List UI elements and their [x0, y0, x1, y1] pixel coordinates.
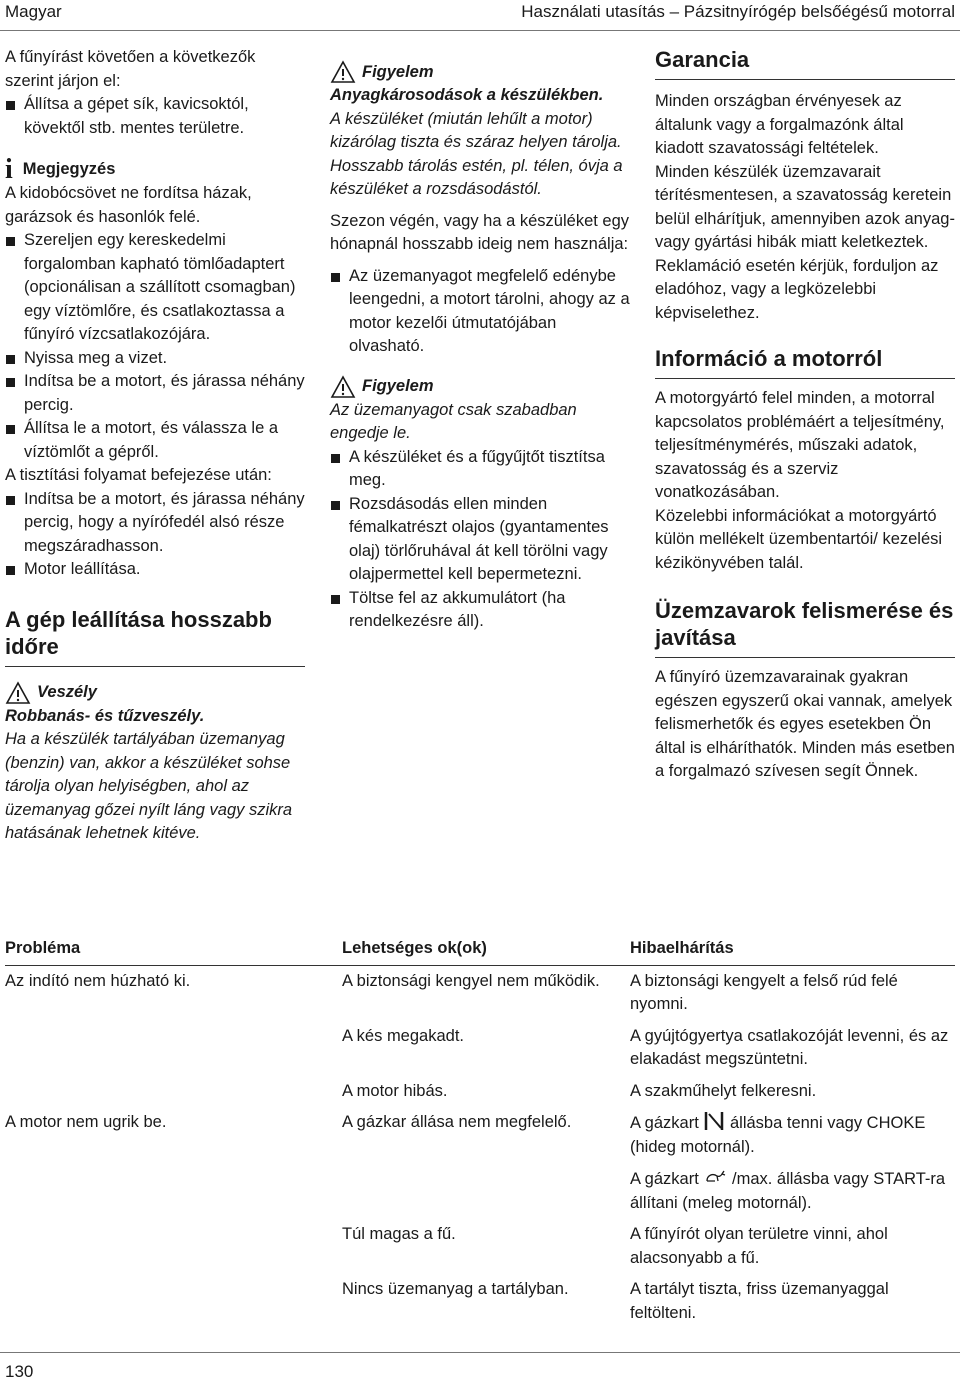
note-title: Megjegyzés: [22, 160, 116, 179]
list-item: Indítsa be a motort, és járassa néhány percig.: [5, 370, 305, 417]
note-heading: [5, 154, 305, 185]
table-cell: A motor hibás.: [342, 1081, 448, 1100]
table-cell: A kés megakadt.: [342, 1026, 464, 1045]
table-cell: Az indító nem húzható ki.: [5, 971, 191, 990]
table-cell: A gyújtógyertya csatlakozóját levenni, és az elakadást megszüntetni.: [630, 1026, 949, 1068]
engine-text: Közelebbi információkat a motorgyártó külön mellékelt üzembentartói/ kezelési kézikönyvében talál.: [655, 506, 943, 572]
season-text: Szezon végén, vagy ha a készüléket egy hónapnál hosszabb ideig nem használja:: [330, 211, 630, 253]
column-header: Probléma: [5, 933, 342, 965]
warning-text: Az üzemanyagot csak szabadban engedje le.: [330, 400, 577, 442]
guarantee-text: Minden készülék üzemzavarait térítésmentesen, a szavatosság keretein belül elhárítjuk, amennyiben azok anyag- vagy gyártási hibák miatt keletkeztek. Reklamáció esetén kérjük, forduljon az eladóhoz, vagy a legközelebbi képviselethez.: [655, 162, 955, 322]
table-cell: A biztonsági kengyelt a felső rúd felé nyomni.: [630, 971, 898, 1013]
table-row: [5, 1076, 955, 1108]
warning-triangle-icon: [330, 60, 356, 84]
table-cell: [630, 1107, 955, 1163]
table-row: [5, 1021, 955, 1076]
list-item: Motor leállítása.: [5, 558, 305, 582]
warning-heading: [330, 60, 630, 84]
warning-triangle-icon: [330, 375, 356, 399]
cell-text: /max. állásba vagy START-ra állítani (meleg motornál).: [630, 1170, 946, 1212]
header-title: Használati utasítás – Pázsitnyírógép belsőégésű motorral: [521, 2, 955, 21]
danger-title: Veszély: [37, 683, 97, 701]
column-3: [655, 46, 955, 784]
cell-text: állásba tenni vagy CHOKE (hideg motornál).: [630, 1114, 926, 1156]
after-text: A tisztítási folyamat befejezése után:: [5, 466, 272, 484]
warning-text: A készüléket (miután lehűlt a motor) kizárólag tiszta és száraz helyen tárolja. Hosszabb tárolás estén, pl. télen, óvja a készüléket a rozsdásodástól.: [330, 109, 623, 198]
table-cell: [5, 1219, 342, 1274]
warning-heading: [330, 375, 630, 399]
rabbit-max-speed-icon: [703, 1167, 727, 1187]
table-cell: [5, 1274, 342, 1329]
section-heading-guarantee: Garancia: [655, 47, 750, 72]
section-heading-troubleshooting: Üzemzavarok felismerése és javítása: [655, 598, 954, 650]
warning-triangle-icon: [5, 681, 31, 705]
section-heading-engine: Információ a motorról: [655, 346, 883, 371]
choke-symbol-icon: [703, 1111, 725, 1131]
table-cell: A motor nem ugrik be.: [5, 1113, 167, 1131]
table-row: [5, 1163, 955, 1219]
list-item: Töltse fel az akkumulátort (ha rendelkezésre áll).: [330, 587, 630, 634]
table-cell: [5, 1163, 342, 1219]
table-row: [5, 1219, 955, 1274]
table-cell: A szakműhelyt felkeresni.: [630, 1081, 817, 1100]
table-header-row: [5, 933, 955, 965]
danger-subtitle: Robbanás- és tűzveszély.: [5, 706, 205, 725]
list-item: Állítsa le a motort, és válassza le a víztömlőt a gépről.: [5, 417, 305, 464]
table-cell: [5, 1021, 342, 1076]
page-number: 130: [5, 1362, 34, 1381]
table-cell: Nincs üzemanyag a tartályban.: [342, 1280, 569, 1298]
note-text: A kidobócsövet ne fordítsa házak, garázsok és hasonlók felé.: [5, 184, 252, 226]
section-heading-storage: A gép leállítása hosszabb időre: [5, 606, 272, 659]
intro-text: A fűnyírást követően a következők szerint járjon el:: [5, 48, 256, 90]
info-icon: i: [5, 154, 13, 185]
table-cell: A biztonsági kengyel nem működik.: [342, 971, 600, 990]
list-item: Rozsdásodás ellen minden fémalkatrészt olajos (gyantamentes olaj) törlőruhával át kell törölni vagy olajpermettel kell bepermetezni.: [330, 493, 630, 587]
column-1: [5, 46, 305, 846]
danger-heading: [5, 681, 305, 705]
table-cell: [342, 1163, 630, 1219]
table-cell: A fűnyírót olyan területre vinni, ahol alacsonyabb a fű.: [630, 1225, 888, 1267]
table-row: [5, 1107, 955, 1163]
list-item: Szereljen egy kereskedelmi forgalomban kapható tömlőadaptert (opcionálisan a szállított csomagban) egy víztömlőre, és csatlakoztassa a fűnyíró vízcsatlakozójára.: [5, 229, 305, 347]
footer-divider: [0, 1352, 960, 1353]
list-item: Indítsa be a motort, és járassa néhány percig, hogy a nyírófedél alsó része megszáradhasson.: [5, 488, 305, 559]
list-item: A készüléket és a fűgyűjtőt tisztítsa meg.: [330, 446, 630, 493]
engine-text: A motorgyártó felel minden, a motorral kapcsolatos problémáért a teljesítmény, teljesítménymérés, műszaki adatok, szavatosság és a szerviz vonatkozásában.: [655, 389, 945, 501]
table-cell: [5, 1076, 342, 1108]
guarantee-text: Minden országban érvényesek az általunk vagy a forgalmazónk által kiadott szavatossági feltételek.: [655, 92, 904, 157]
page-header: [0, 0, 960, 31]
troubleshooting-text: A fűnyíró üzemzavarainak gyakran egészen egyszerű okai vannak, amelyek felismerhetők és egyes esetekben Ön által is elháríthatók. Minden más esetben a forgalmazó szívesen segít Önnek.: [655, 668, 955, 780]
list-item: Állítsa a gépet sík, kavicsoktól, kövektől stb. mentes területre.: [5, 93, 305, 140]
table-row: [5, 1274, 955, 1329]
list-item: Az üzemanyagot megfelelő edénybe leengedni, a motort tárolni, ahogy az a motor kezelői útmutatójában olvasható.: [330, 265, 630, 359]
danger-text: Ha a készülék tartályában üzemanyag (benzin) van, akkor a készüléket sohse tárolja olyan helyiségben, ahol az üzemanyag gőzei nyílt láng vagy szikra hatásának lehetnek kitéve.: [5, 730, 293, 842]
list-item: Nyissa meg a vizet.: [5, 347, 305, 371]
warning-title: Figyelem: [362, 377, 434, 395]
column-header: Hibaelhárítás: [630, 933, 955, 965]
table-cell: Túl magas a fű.: [342, 1225, 456, 1243]
warning-title: Figyelem: [362, 62, 434, 81]
troubleshooting-table: [5, 933, 955, 1329]
table-cell: A gázkar állása nem megfelelő.: [342, 1113, 572, 1131]
table-cell: [630, 1163, 955, 1219]
table-row: [5, 965, 955, 1021]
column-2: [330, 60, 630, 634]
column-header: Lehetséges ok(ok): [342, 933, 630, 965]
cell-text: A gázkart: [630, 1170, 699, 1188]
warning-subtitle: Anyagkárosodások a készülékben.: [330, 86, 604, 104]
header-language: Magyar: [5, 2, 62, 21]
cell-text: A gázkart: [630, 1114, 699, 1132]
table-cell: A tartályt tiszta, friss üzemanyaggal feltölteni.: [630, 1280, 889, 1322]
